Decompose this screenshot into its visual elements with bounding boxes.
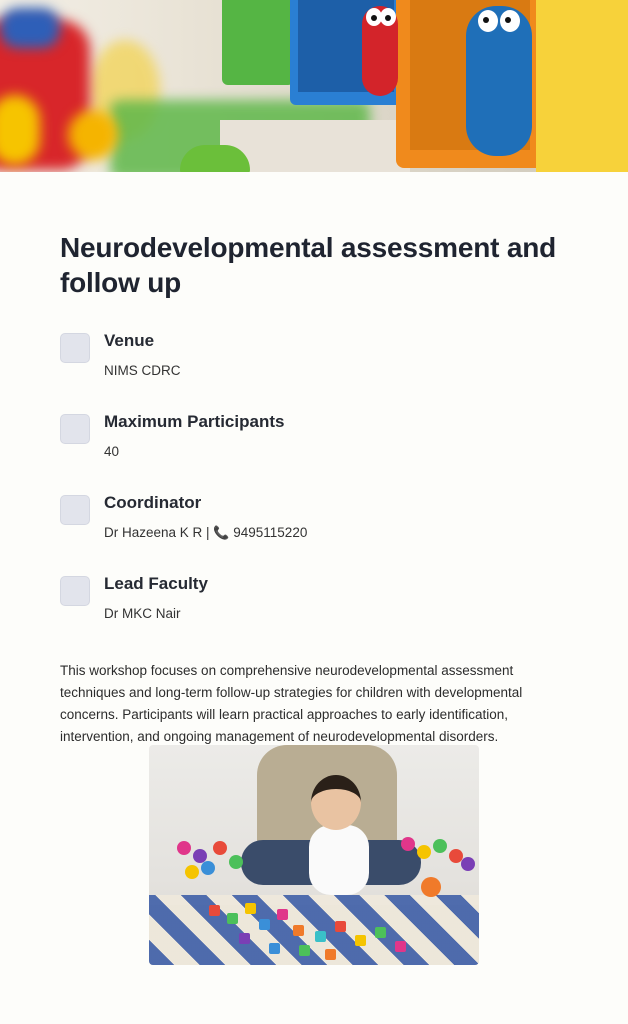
info-item-max-participants bbox=[60, 411, 570, 492]
workshop-description: This workshop focuses on comprehensive neurodevelopmental assessment techniques and long-term follow-up strategies for children with developmental concerns. Participants will learn practical approaches to early identification, intervention, and ongoing management of neurodevelopmental disorders. bbox=[60, 663, 523, 744]
venue-icon bbox=[60, 333, 90, 363]
info-item-coordinator bbox=[60, 492, 570, 573]
coordinator-phone-link[interactable]: 9495115220 bbox=[229, 525, 308, 540]
workshop-details bbox=[60, 172, 570, 762]
info-label: Lead Faculty bbox=[104, 574, 208, 593]
phone-icon: 📞 bbox=[213, 526, 230, 541]
faculty-icon bbox=[60, 576, 90, 606]
hero-banner-image bbox=[0, 0, 628, 172]
info-item-venue bbox=[60, 330, 570, 411]
info-value: NIMS CDRC bbox=[104, 363, 181, 378]
coordinator-name: Dr Hazeena K R | bbox=[104, 525, 214, 540]
info-item-lead-faculty bbox=[60, 573, 570, 654]
participants-icon bbox=[60, 414, 90, 444]
info-label: Venue bbox=[104, 331, 155, 350]
info-label: Coordinator bbox=[104, 493, 202, 512]
coordinator-icon bbox=[60, 495, 90, 525]
info-value: Dr MKC Nair bbox=[104, 606, 181, 621]
info-value: 40 bbox=[104, 444, 120, 459]
info-list bbox=[60, 330, 570, 654]
info-value bbox=[104, 525, 307, 541]
workshop-photo bbox=[149, 745, 479, 965]
page-title: Neurodevelopmental assessment and follow up bbox=[60, 232, 557, 298]
info-label: Maximum Participants bbox=[104, 412, 285, 431]
